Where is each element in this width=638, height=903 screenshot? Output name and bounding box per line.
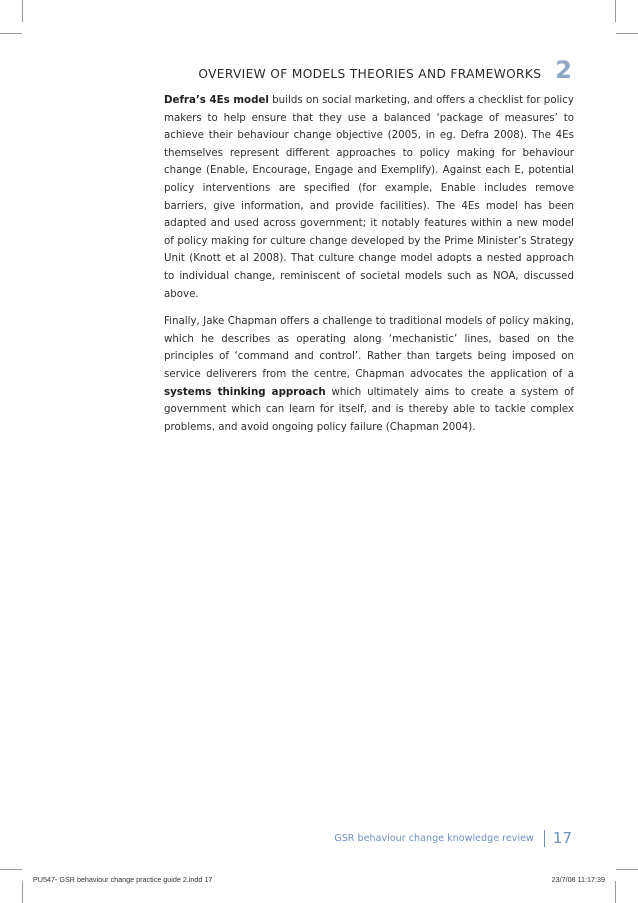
paragraph-text: Finally, Jake Chapman offers a challenge to traditional models of policy making, which he describes as operating along ‘mechanistic’ lines, based on the principles of ‘command and control’. Rather than targets being imposed on service deliverers from the centre, Chapman advocates the application of a bbox=[164, 315, 574, 380]
systems-thinking-term: systems thinking approach bbox=[164, 385, 326, 398]
chapter-number: 2 bbox=[555, 56, 572, 84]
crop-mark bbox=[22, 881, 23, 903]
page-number: 17 bbox=[552, 829, 572, 847]
crop-mark bbox=[615, 881, 616, 903]
crop-mark bbox=[22, 0, 23, 22]
paragraph-text: builds on social marketing, and offers a checklist for policy makers to help ensure that they use a balanced ‘package of measures’ to achieve their behaviour change objective (2005, in eg. Defra 2008). The 4Es themselves represent different approaches to policy making for behaviour change (Enable, Encourage, Engage and Exemplify). Against each E, potential policy interventions are specified (for example, Enable includes remove barriers, give information, and provide facilities). The 4Es model has been adapted and used across government; it notably features within a new model of policy making for culture change developed by the Prime Minister’s Strategy Unit (Knott et al 2008). That culture change model adopts a nested approach to individual change, reminiscent of societal models such as NOA, discussed above. bbox=[164, 94, 574, 300]
footer-title: GSR behaviour change knowledge review bbox=[334, 833, 534, 844]
defra-4es-term: Defra’s 4Es model bbox=[164, 94, 269, 106]
running-header bbox=[198, 58, 572, 82]
main-text bbox=[164, 92, 574, 446]
crop-mark bbox=[0, 33, 22, 34]
paragraph-text: which ultimately aims to create a system of government which can learn for itself, and is thereby able to tackle complex problems, and avoid ongoing policy failure (Chapman 2004). bbox=[164, 385, 574, 433]
paragraph-4es-model bbox=[164, 92, 574, 303]
page-footer bbox=[334, 830, 572, 847]
print-slug-filename: PU547- GSR behaviour change practice guide 2.indd 17 bbox=[33, 875, 213, 884]
crop-mark bbox=[0, 869, 22, 870]
print-slug-timestamp: 23/7/08 11:17:39 bbox=[551, 875, 605, 884]
crop-mark bbox=[616, 869, 638, 870]
section-title: OVERVIEW OF MODELS THEORIES AND FRAMEWORKS bbox=[198, 66, 542, 81]
crop-mark bbox=[615, 0, 616, 22]
footer-divider bbox=[544, 830, 545, 847]
paragraph-systems-thinking bbox=[164, 313, 574, 436]
crop-mark bbox=[616, 33, 638, 34]
